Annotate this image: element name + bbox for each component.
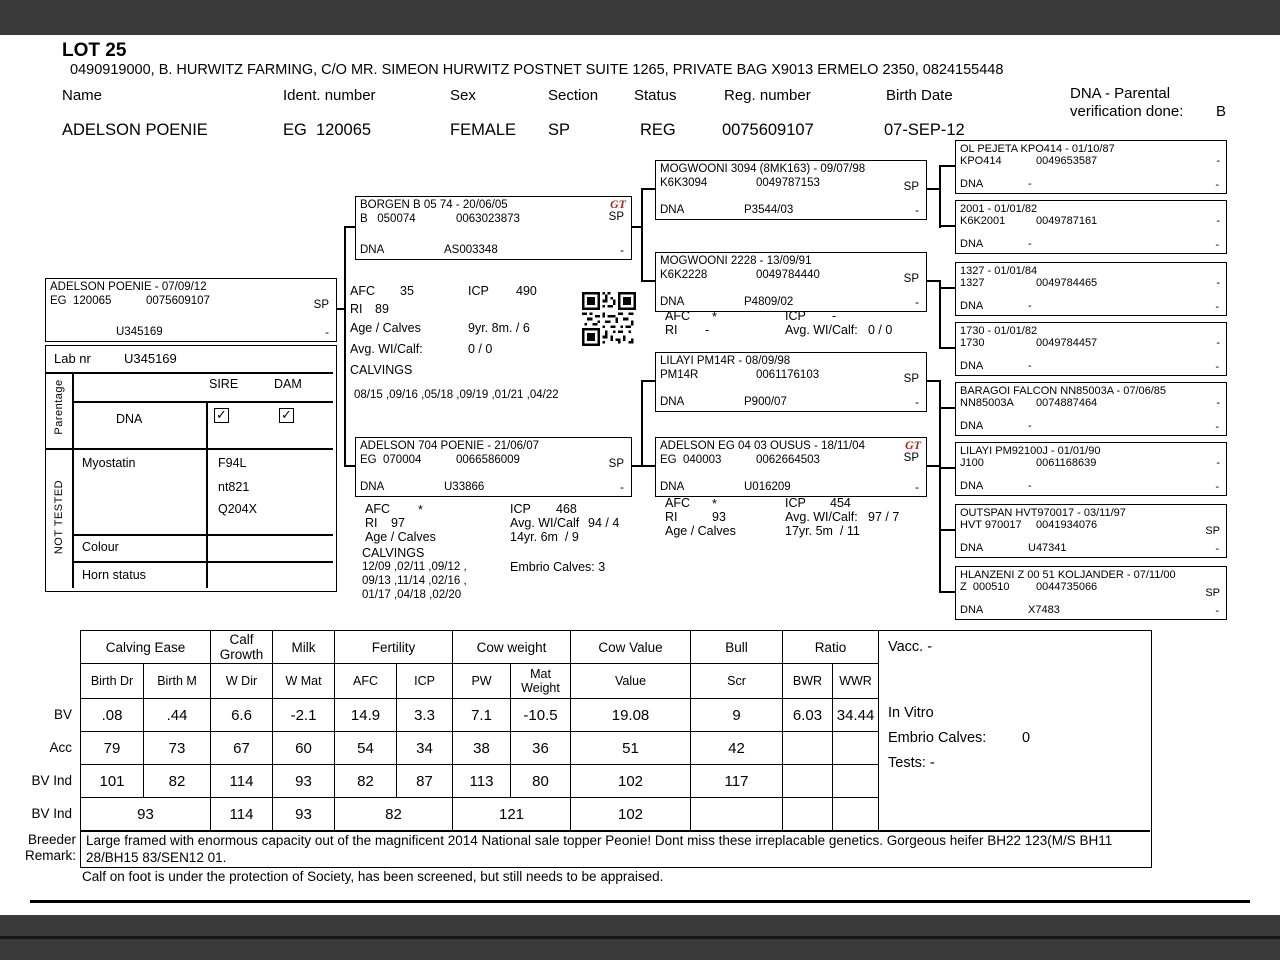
footer-rule	[30, 900, 1250, 903]
gp2-reg: 0049784440	[756, 269, 820, 281]
dam-calvings-3: 01/17 ,04/18 ,02/20	[362, 589, 462, 601]
gp2-icp-label: ICP	[785, 309, 806, 323]
gp4-title: ADELSON EG 04 03 OUSUS - 18/11/04	[660, 440, 865, 452]
col-icp: ICP	[397, 664, 453, 699]
vacc-info: Vacc. -	[888, 639, 933, 655]
sire-avg-label: Avg. WI/Calf:	[350, 342, 423, 356]
ggp7-dna-label: DNA	[960, 542, 984, 554]
name-label: Name	[62, 87, 103, 104]
embrio-label: Embrio Calves:	[888, 730, 987, 746]
gp2-dna-value: P4809/02	[744, 296, 794, 308]
ggp7-dna-value: U47341	[1028, 542, 1067, 554]
dam-icp-label: ICP	[510, 502, 531, 516]
ggp7-reg: 0041934076	[1036, 519, 1098, 531]
group-cow-value: Cow Value	[571, 631, 691, 664]
ggp6-reg: 0061168639	[1036, 457, 1097, 469]
col-birth-m: Birth M	[144, 664, 211, 699]
gp2-dash: -	[915, 297, 919, 309]
ggp8-sp: SP	[1205, 587, 1220, 599]
column-header-row	[81, 664, 879, 699]
ggp5-dna-value: -	[1028, 420, 1032, 432]
ggp2-id: K6K2001	[960, 215, 1006, 227]
gp4-age: 17yr. 5m / 11	[785, 524, 860, 538]
owner-address: 0490919000, B. HURWITZ FARMING, C/O MR. SIMEON HURWITZ POSTNET SUITE 1265, PRIVATE BAG X9013 ERMELO 2350, 0824155448	[70, 62, 1004, 78]
row-label-bv: BV	[53, 707, 72, 722]
ggp2-title: 2001 - 01/01/82	[960, 203, 1038, 215]
dam-calvings-1: 12/09 ,02/11 ,09/12 ,	[362, 561, 467, 573]
sire-dna-label: DNA	[360, 244, 385, 256]
animal-sp: SP	[313, 299, 329, 311]
gp4-reg: 0062664503	[756, 454, 820, 466]
dam-dna-checkbox: ✓	[279, 408, 294, 423]
ggp4-id: 1730	[960, 337, 985, 349]
bv-ind-row: 101 82 114 93 82 87 113 80 102 117	[81, 765, 879, 798]
pedigree-box-ggp1	[955, 140, 1227, 194]
ggp5-id: NN85003A	[960, 397, 1014, 409]
bottom-bar-line	[0, 936, 1280, 939]
sex-value: FEMALE	[450, 121, 517, 139]
pedigree-box-gp1	[655, 160, 927, 220]
ggp8-reg: 0044735066	[1036, 581, 1098, 593]
gp4-avg: 97 / 7	[868, 510, 900, 524]
dam-title: ADELSON 704 POENIE - 21/06/07	[360, 440, 539, 452]
dam-calvings-label: CALVINGS	[362, 546, 425, 560]
col-scr: Scr	[691, 664, 783, 699]
ggp7-sp: SP	[1205, 525, 1220, 537]
col-pw: PW	[453, 664, 511, 699]
invitro-info: In Vitro	[888, 705, 934, 721]
group-fertility: Fertility	[335, 631, 453, 664]
gp4-id: EG 040003	[660, 454, 722, 466]
lot-title: LOT 25	[62, 40, 127, 61]
row-label-acc: Acc	[49, 740, 72, 755]
group-bull: Bull	[691, 631, 783, 664]
gp3-id: PM14R	[660, 369, 699, 381]
colour-label: Colour	[82, 540, 119, 554]
status-label: Status	[634, 87, 677, 104]
dna-verify-label-1: DNA - Parental	[1070, 85, 1171, 102]
section-value: SP	[548, 121, 571, 139]
pedigree-box-ggp4	[955, 322, 1227, 376]
dna-row-label: DNA	[116, 412, 143, 426]
sire-icp: 490	[516, 284, 537, 298]
gp1-dna-value: P3544/03	[744, 204, 794, 216]
qr-code-icon	[582, 292, 636, 346]
ident-label: Ident. number	[283, 87, 376, 104]
group-calf-growth: Calf Growth	[211, 631, 273, 664]
ggp2-dna-value: -	[1028, 238, 1032, 250]
sire-id: B 050074	[360, 213, 416, 225]
status-value: REG	[640, 121, 676, 139]
sire-afc: 35	[400, 284, 414, 298]
ggp2-dna-label: DNA	[960, 238, 984, 250]
myostatin-value-1: F94L	[218, 456, 247, 470]
gp2-dna-label: DNA	[660, 296, 685, 308]
name-value: ADELSON POENIE	[62, 121, 208, 139]
gp3-dna-label: DNA	[660, 396, 685, 408]
pedigree-box-animal	[45, 278, 337, 342]
sire-dna-value: AS003348	[444, 244, 498, 256]
gp3-title: LILAYI PM14R - 08/09/98	[660, 355, 791, 367]
pedigree-box-dam	[355, 437, 632, 497]
ggp5-right: -	[1216, 397, 1220, 409]
bv-ind-merged-row: 93 114 93 82 121 102	[81, 798, 879, 831]
dam-ri: 97	[391, 516, 405, 530]
dam-avg-label: Avg. WI/Calf	[510, 516, 580, 530]
animal-id: EG 120065	[50, 295, 112, 307]
gp4-afc-label: AFC	[665, 496, 690, 510]
lab-panel	[45, 345, 337, 592]
birth-label: Birth Date	[886, 87, 953, 104]
gp2-sp: SP	[903, 273, 919, 285]
gp2-afc-label: AFC	[665, 309, 690, 323]
ggp3-dna-label: DNA	[960, 300, 984, 312]
col-mat-weight: Mat Weight	[511, 664, 571, 699]
myostatin-value-3: Q204X	[218, 502, 257, 516]
dna-verify-value: B	[1216, 103, 1227, 120]
ggp1-dash: -	[1215, 179, 1219, 191]
sire-icp-label: ICP	[468, 284, 489, 298]
dam-sp: SP	[608, 458, 624, 470]
col-afc: AFC	[335, 664, 397, 699]
parentage-label: Parentage	[53, 379, 65, 435]
col-value: Value	[571, 664, 691, 699]
gp4-ri: 93	[712, 510, 726, 524]
sire-afc-label: AFC	[350, 284, 375, 298]
row-label-bv-ind-2: BV Ind	[31, 806, 72, 821]
dam-embrio: Embrio Calves: 3	[510, 560, 606, 574]
pedigree-box-ggp3	[955, 262, 1227, 316]
gp2-ri: -	[705, 323, 710, 337]
sire-dash: -	[620, 245, 624, 257]
sire-calvings: 08/15 ,09/16 ,05/18 ,09/19 ,01/21 ,04/22	[354, 389, 559, 401]
gp2-icp: -	[832, 309, 837, 323]
gp4-ri-label: RI	[665, 510, 678, 524]
breeder-label-1: Breeder	[27, 832, 76, 847]
ggp4-dna-label: DNA	[960, 360, 984, 372]
birth-value: 07-SEP-12	[884, 121, 965, 139]
bv-row: .08 .44 6.6 -2.1 14.9 3.3 7.1 -10.5 19.08 9 6.03 34.44	[81, 699, 879, 732]
ggp8-dna-value: X7483	[1028, 604, 1060, 616]
ggp3-right: -	[1216, 277, 1220, 289]
ggp1-dna-label: DNA	[960, 178, 984, 190]
reg-label: Reg. number	[724, 87, 811, 104]
footer-note: Calf on foot is under the protection of Society, has been screened, but still needs to be appraised.	[82, 869, 664, 884]
ggp5-dash: -	[1215, 421, 1219, 433]
sire-sp: SP	[608, 211, 624, 223]
section-label: Section	[548, 87, 599, 104]
pedigree-box-ggp6	[955, 442, 1227, 496]
ggp7-title: OUTSPAN HVT970017 - 03/11/97	[960, 507, 1126, 519]
gp4-afc: *	[712, 497, 717, 511]
sire-ri-label: RI	[350, 302, 363, 316]
gp4-icp-label: ICP	[785, 496, 806, 510]
ggp1-dna-value: -	[1028, 178, 1032, 190]
dam-calvings-2: 09/13 ,11/14 ,02/16 ,	[362, 575, 467, 587]
gp4-dna-label: DNA	[660, 481, 685, 493]
tests-info: Tests: -	[888, 755, 935, 771]
col-bwr: BWR	[783, 664, 833, 699]
pedigree-box-gp4	[655, 437, 927, 497]
ggp1-reg: 0049653587	[1036, 155, 1098, 167]
gp4-dna-value: U016209	[744, 481, 791, 493]
group-ratio: Ratio	[783, 631, 879, 664]
sire-ri: 89	[375, 302, 389, 316]
ggp5-reg: 0074887464	[1036, 397, 1098, 409]
pedigree-box-sire	[355, 196, 632, 260]
gp2-id: K6K2228	[660, 269, 708, 281]
animal-reg: 0075609107	[146, 295, 210, 307]
pedigree-box-ggp8	[955, 566, 1227, 620]
animal-lab-nr: U345169	[116, 326, 163, 338]
animal-dash: -	[325, 327, 329, 339]
ggp4-dna-value: -	[1028, 360, 1032, 372]
ebv-table	[80, 630, 879, 831]
dam-dna-label: DNA	[360, 481, 385, 493]
ggp2-right: -	[1216, 215, 1220, 227]
gp3-sp: SP	[903, 373, 919, 385]
lab-nr-label: Lab nr	[54, 351, 91, 366]
ggp8-dash: -	[1215, 605, 1219, 617]
gp3-reg: 0061176103	[756, 369, 820, 381]
gp1-title: MOGWOONI 3094 (8MK163) - 09/07/98	[660, 163, 866, 175]
dna-verify-label-2: verification done:	[1070, 103, 1184, 120]
dam-col-label: DAM	[274, 377, 302, 391]
ggp7-dash: -	[1215, 543, 1219, 555]
pedigree-box-ggp2	[955, 200, 1227, 254]
dam-afc-label: AFC	[365, 502, 390, 516]
ggp3-title: 1327 - 01/01/84	[960, 265, 1038, 277]
gp2-avg-label: Avg. WI/Calf:	[785, 323, 858, 337]
pedigree-box-ggp7	[955, 504, 1227, 558]
ggp4-right: -	[1216, 337, 1220, 349]
sex-label: Sex	[450, 87, 476, 104]
pedigree-box-gp2	[655, 252, 927, 312]
lab-nr-value: U345169	[124, 351, 177, 366]
ggp3-id: 1327	[960, 277, 985, 289]
gp4-avg-label: Avg. WI/Calf:	[785, 510, 858, 524]
gp1-reg: 0049787153	[756, 177, 820, 189]
sire-age: 9yr. 8m. / 6	[468, 321, 530, 335]
group-calving-ease: Calving Ease	[81, 631, 211, 664]
ggp3-dna-value: -	[1028, 300, 1032, 312]
gp3-dna-value: P900/07	[744, 396, 787, 408]
ggp5-dna-label: DNA	[960, 420, 984, 432]
not-tested-label: NOT TESTED	[53, 479, 65, 555]
sire-age-label: Age / Calves	[350, 321, 421, 335]
acc-row: 79 73 67 60 54 34 38 36 51 42	[81, 732, 879, 765]
group-milk: Milk	[273, 631, 335, 664]
breeder-remark-text: Large framed with enormous capacity out of the magnificent 2014 National sale topper Peonie! Dont miss these irreplacable genetics. Gorgeous heifer BH22 123(M/S BH11 28/BH15 83/SEN12 01.	[86, 833, 1113, 865]
dam-dna-value: U33866	[444, 481, 485, 493]
gt-logo-icon: GT	[905, 438, 921, 452]
myostatin-label: Myostatin	[82, 456, 136, 470]
sire-dna-checkbox: ✓	[214, 408, 229, 423]
gp2-title: MOGWOONI 2228 - 13/09/91	[660, 255, 812, 267]
dam-afc: *	[418, 503, 423, 517]
ggp7-id: HVT 970017	[960, 519, 1022, 531]
gp2-afc: *	[712, 310, 717, 324]
group-header-row	[81, 631, 879, 664]
dam-dash: -	[620, 482, 624, 494]
gp4-icp: 454	[830, 496, 851, 510]
gt-logo-icon: GT	[610, 197, 626, 211]
sire-calvings-label: CALVINGS	[350, 363, 413, 377]
ggp8-title: HLANZENI Z 00 51 KOLJANDER - 07/11/00	[960, 569, 1176, 581]
dam-id: EG 070004	[360, 454, 422, 466]
ggp8-id: Z 000510	[960, 581, 1010, 593]
dam-icp: 468	[556, 502, 577, 516]
ggp6-dna-value: -	[1028, 480, 1032, 492]
col-wwr: WWR	[833, 664, 879, 699]
ggp6-title: LILAYI PM92100J - 01/01/90	[960, 445, 1101, 457]
dam-age-label: Age / Calves	[365, 530, 436, 544]
embrio-value: 0	[1022, 730, 1031, 746]
sire-avg: 0 / 0	[468, 342, 493, 356]
ggp6-dna-label: DNA	[960, 480, 984, 492]
ggp6-dash: -	[1215, 481, 1219, 493]
gp2-avg: 0 / 0	[868, 323, 893, 337]
ggp6-id: J100	[960, 457, 984, 469]
gp4-sp: SP	[903, 452, 919, 464]
sire-title: BORGEN B 05 74 - 20/06/05	[360, 199, 508, 211]
ggp4-dash: -	[1215, 361, 1219, 373]
horn-status-label: Horn status	[82, 568, 146, 582]
top-bar	[0, 0, 1280, 35]
ggp2-dash: -	[1215, 239, 1219, 251]
pedigree-box-gp3	[655, 352, 927, 412]
reg-value: 0075609107	[722, 121, 814, 139]
gp2-ri-label: RI	[665, 323, 678, 337]
ggp3-reg: 0049784465	[1036, 277, 1098, 289]
gp4-age-label: Age / Calves	[665, 524, 736, 538]
ggp1-id: KPO414	[960, 155, 1002, 167]
dam-age: 14yr. 6m / 9	[510, 530, 579, 544]
gp3-dash: -	[915, 397, 919, 409]
gp1-dna-label: DNA	[660, 204, 685, 216]
group-cow-weight: Cow weight	[453, 631, 571, 664]
row-label-bv-ind-1: BV Ind	[31, 773, 72, 788]
ggp1-title: OL PEJETA KPO414 - 01/10/87	[960, 143, 1115, 155]
ggp8-dna-label: DNA	[960, 604, 984, 616]
ggp4-reg: 0049784457	[1036, 337, 1098, 349]
col-w-dir: W Dir	[211, 664, 273, 699]
ggp1-right: -	[1216, 155, 1220, 167]
pedigree-box-ggp5	[955, 382, 1227, 436]
ggp2-reg: 0049787161	[1036, 215, 1098, 227]
sire-col-label: SIRE	[209, 377, 239, 391]
gp1-dash: -	[915, 205, 919, 217]
gp1-sp: SP	[903, 181, 919, 193]
ggp4-title: 1730 - 01/01/82	[960, 325, 1038, 337]
ggp3-dash: -	[1215, 301, 1219, 313]
dam-ri-label: RI	[365, 516, 378, 530]
ggp5-title: BARAGOI FALCON NN85003A - 07/06/85	[960, 385, 1167, 397]
col-birth-dr: Birth Dr	[81, 664, 144, 699]
myostatin-value-2: nt821	[218, 480, 250, 494]
ident-value: EG 120065	[283, 121, 372, 139]
animal-title: ADELSON POENIE - 07/09/12	[50, 281, 207, 293]
ggp6-right: -	[1216, 457, 1220, 469]
dam-avg: 94 / 4	[588, 516, 620, 530]
col-w-mat: W Mat	[273, 664, 335, 699]
breeder-label-2: Remark:	[24, 848, 76, 863]
gp4-dash: -	[915, 482, 919, 494]
sire-reg: 0063023873	[456, 213, 520, 225]
gp1-id: K6K3094	[660, 177, 708, 189]
dam-reg: 0066586009	[456, 454, 520, 466]
